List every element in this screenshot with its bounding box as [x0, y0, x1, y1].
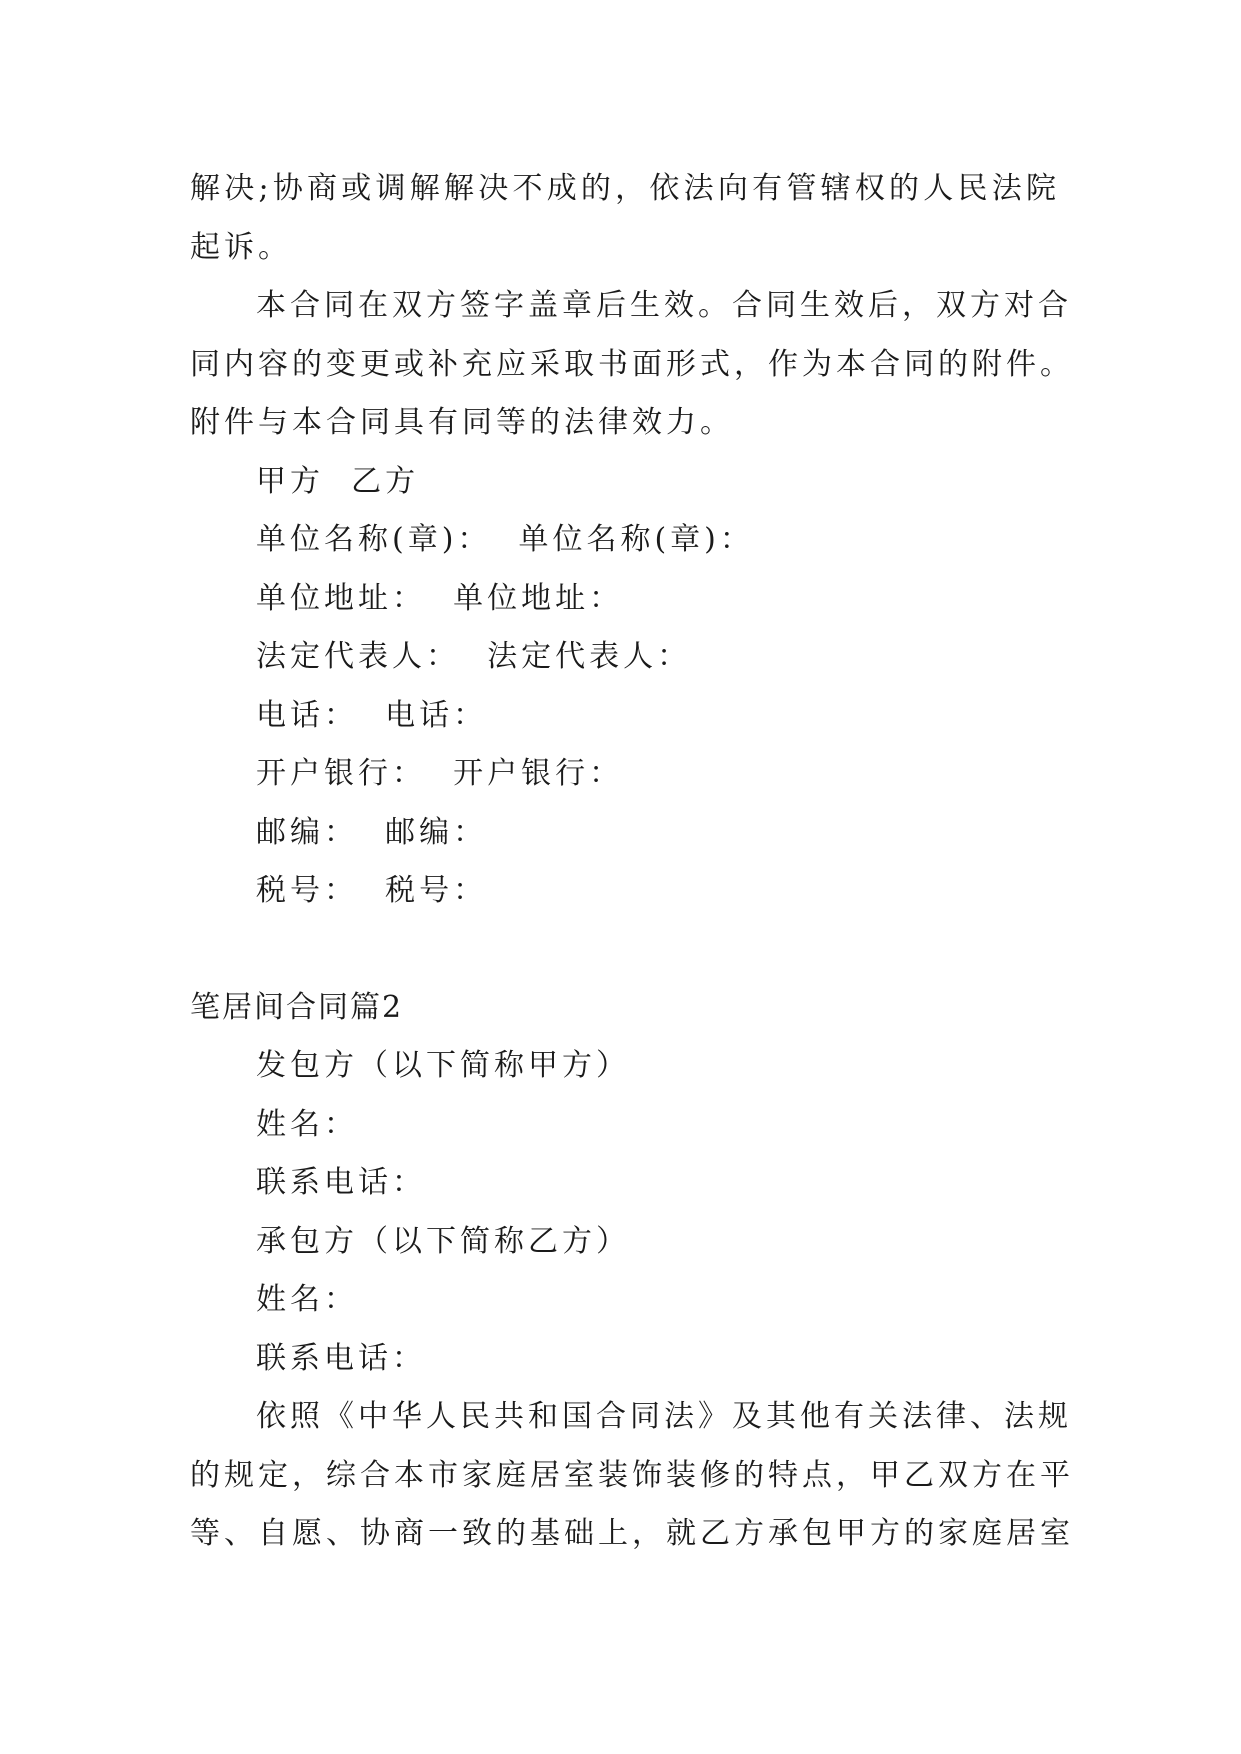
- signature-postcode: 邮编： 邮编：: [256, 814, 488, 850]
- party-line: 承包方（以下简称乙方）: [256, 1223, 630, 1259]
- paragraph-line: 附件与本合同具有同等的法律效力。: [190, 405, 734, 440]
- paragraph-line: 起诉。: [190, 229, 292, 265]
- signature-unit-name: 单位名称(章)： 单位名称(章)：: [256, 522, 754, 557]
- paragraph-line: 同内容的变更或补充应采取书面形式，作为本合同的附件。: [190, 346, 1074, 382]
- signature-bank: 开户银行： 开户银行：: [256, 756, 624, 791]
- paragraph-line: 依照《中华人民共和国合同法》及其他有关法律、法规: [256, 1399, 1072, 1434]
- signature-unit-address: 单位地址： 单位地址：: [256, 580, 624, 616]
- party-line: 发包方（以下简称甲方）: [256, 1048, 630, 1083]
- paragraph-line: 的规定，综合本市家庭居室装饰装修的特点，甲乙双方在平: [190, 1457, 1074, 1493]
- signature-legal-rep: 法定代表人： 法定代表人：: [256, 639, 692, 674]
- signature-parties: 甲方 乙方: [256, 463, 420, 499]
- paragraph-line: 等、自愿、协商一致的基础上，就乙方承包甲方的家庭居室: [190, 1516, 1074, 1551]
- signature-tax-id: 税号： 税号：: [256, 873, 488, 908]
- party-line: 联系电话：: [256, 1165, 426, 1200]
- party-line: 姓名：: [256, 1282, 358, 1317]
- section-gap: [190, 921, 1060, 979]
- document-page: [190, 160, 1074, 1564]
- paragraph-line: 本合同在双方签字盖章后生效。合同生效后，双方对合: [256, 288, 1072, 323]
- signature-phone: 电话： 电话：: [256, 697, 488, 733]
- paragraph-line: 解决;协商或调解解决不成的，依法向有管辖权的人民法院: [190, 171, 1060, 206]
- section-heading: 笔居间合同篇2: [190, 989, 404, 1025]
- party-line: 姓名：: [256, 1106, 358, 1142]
- party-line: 联系电话：: [256, 1340, 426, 1376]
